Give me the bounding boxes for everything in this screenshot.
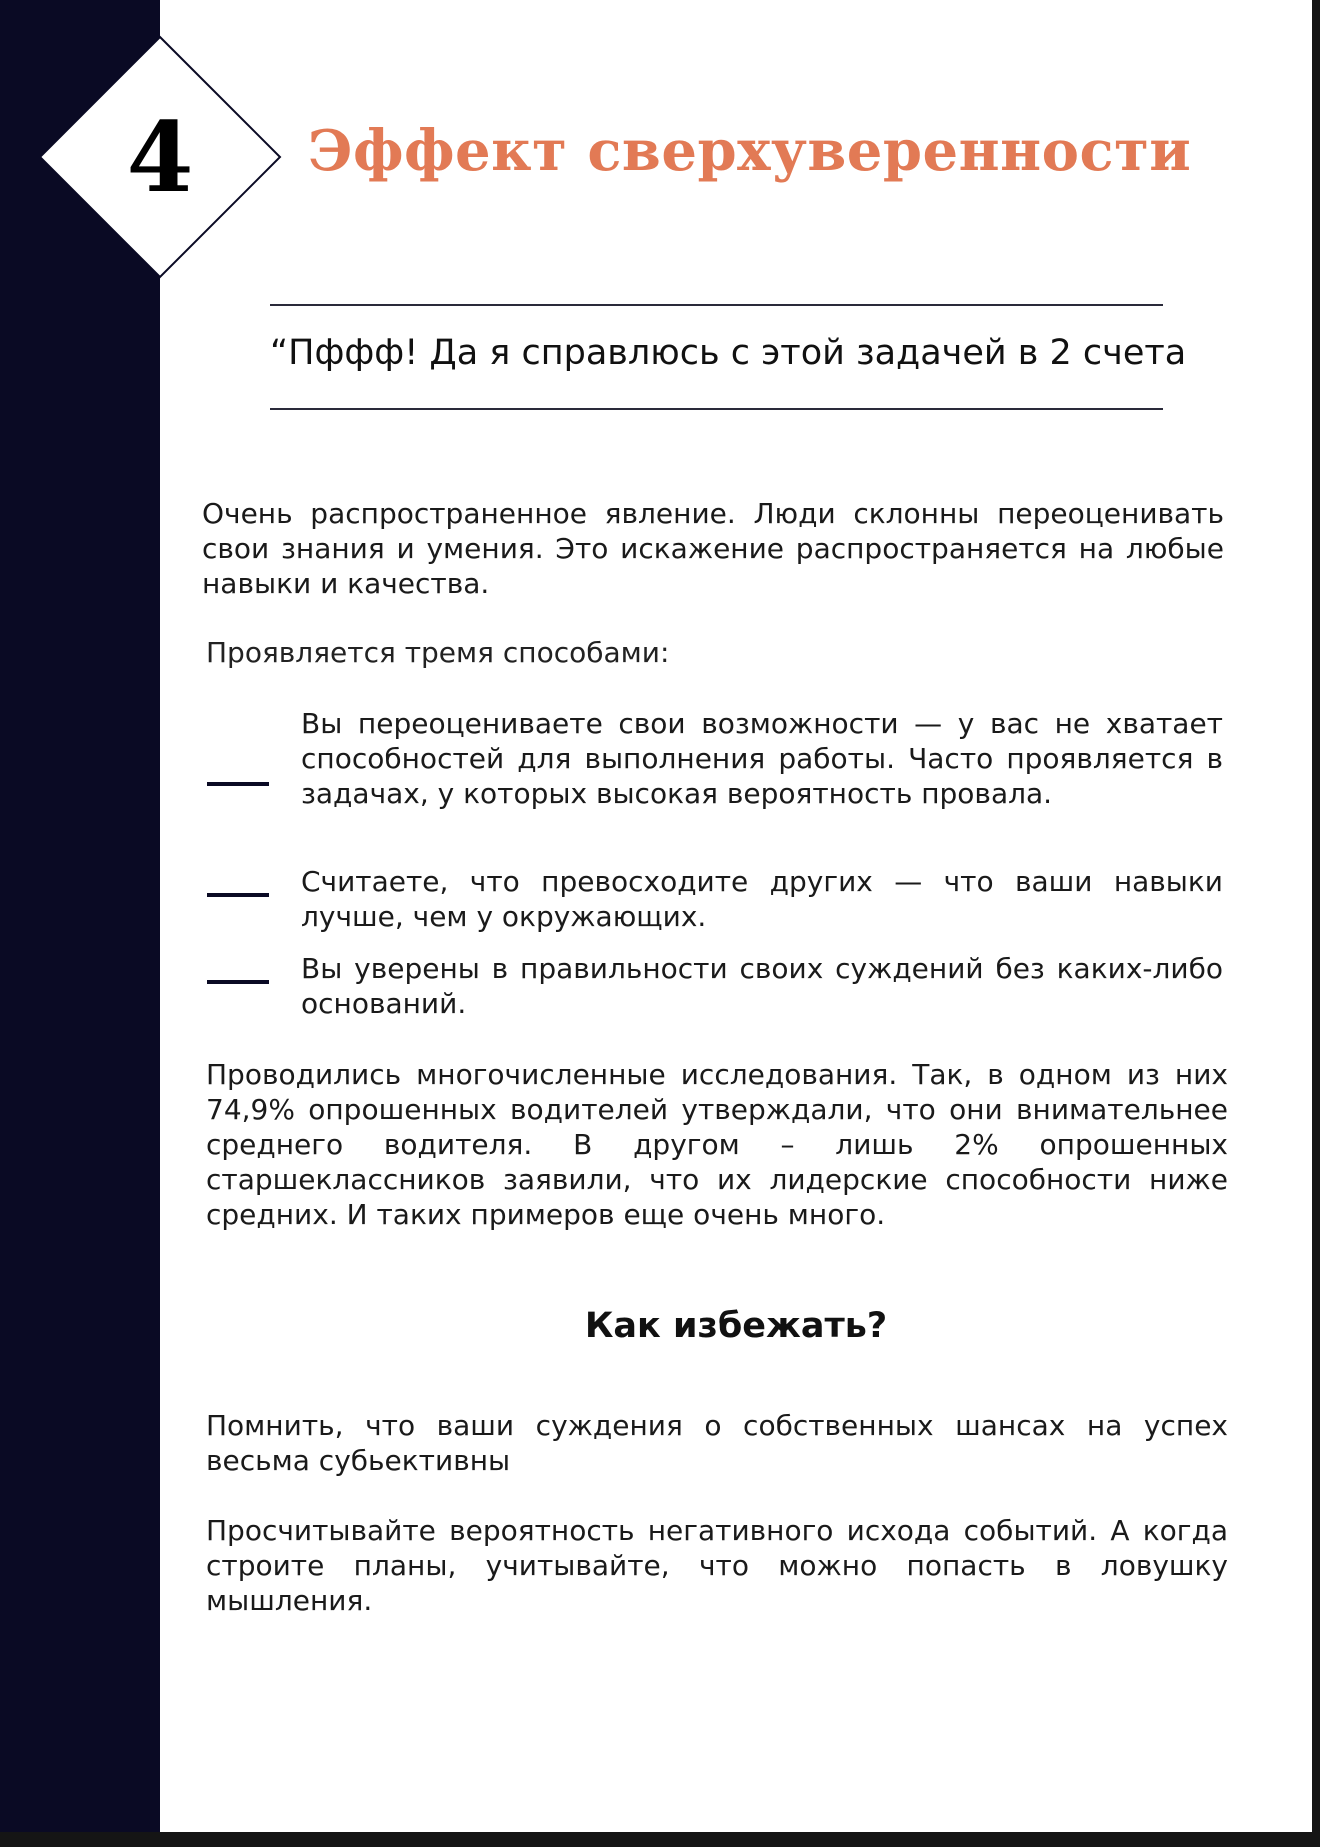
list-item: Вы уверены в правильности своих суждений без каких-либо оснований.: [301, 952, 1223, 1020]
section-number-badge: [38, 35, 282, 279]
page-title: Эффект сверхуверенности: [308, 118, 1192, 184]
list-item: Вы переоцениваете свои возможности — у вас не хватает способностей для выполнения работы. Часто проявляется в задачах, у которых высокая вероятность провала.: [301, 707, 1223, 810]
list-dash-2: [207, 893, 269, 897]
intro-paragraph: Очень распространенное явление. Люди склонны переоценивать свои знания и умения. Это искажение распространяется на любые навыки и качества.: [202, 497, 1224, 600]
manifest-heading: Проявляется тремя способами:: [206, 636, 670, 669]
avoid-heading: Как избежать?: [584, 1306, 888, 1346]
tip-paragraph: Просчитывайте вероятность негативного исхода событий. А когда строите планы, учитывайте, что можно попасть в ловушку мышления.: [206, 1514, 1228, 1617]
quote-text: “Пффф! Да я справлюсь с этой задачей в 2 счета: [270, 333, 1187, 373]
list-dash-3: [207, 980, 269, 984]
section-number: 4: [126, 100, 194, 214]
page-edge-right: [1312, 0, 1320, 1847]
page-edge-bottom: [0, 1832, 1320, 1847]
quote-rule-top: [270, 304, 1163, 306]
list-dash-1: [207, 782, 269, 786]
research-paragraph: Проводились многочисленные исследования. Так, в одном из них 74,9% опрошенных водителей утверждали, что они внимательнее среднего водителя. В другом – лишь 2% опрошенных старшеклассников заявили, что их лидерские способности ниже средних. И таких примеров еще очень много.: [206, 1058, 1228, 1231]
quote-rule-bottom: [270, 408, 1163, 410]
list-item: Считаете, что превосходите других — что ваши навыки лучше, чем у окружающих.: [301, 865, 1223, 933]
tip-paragraph: Помнить, что ваши суждения о собственных шансах на успех весьма субьективны: [206, 1409, 1228, 1477]
